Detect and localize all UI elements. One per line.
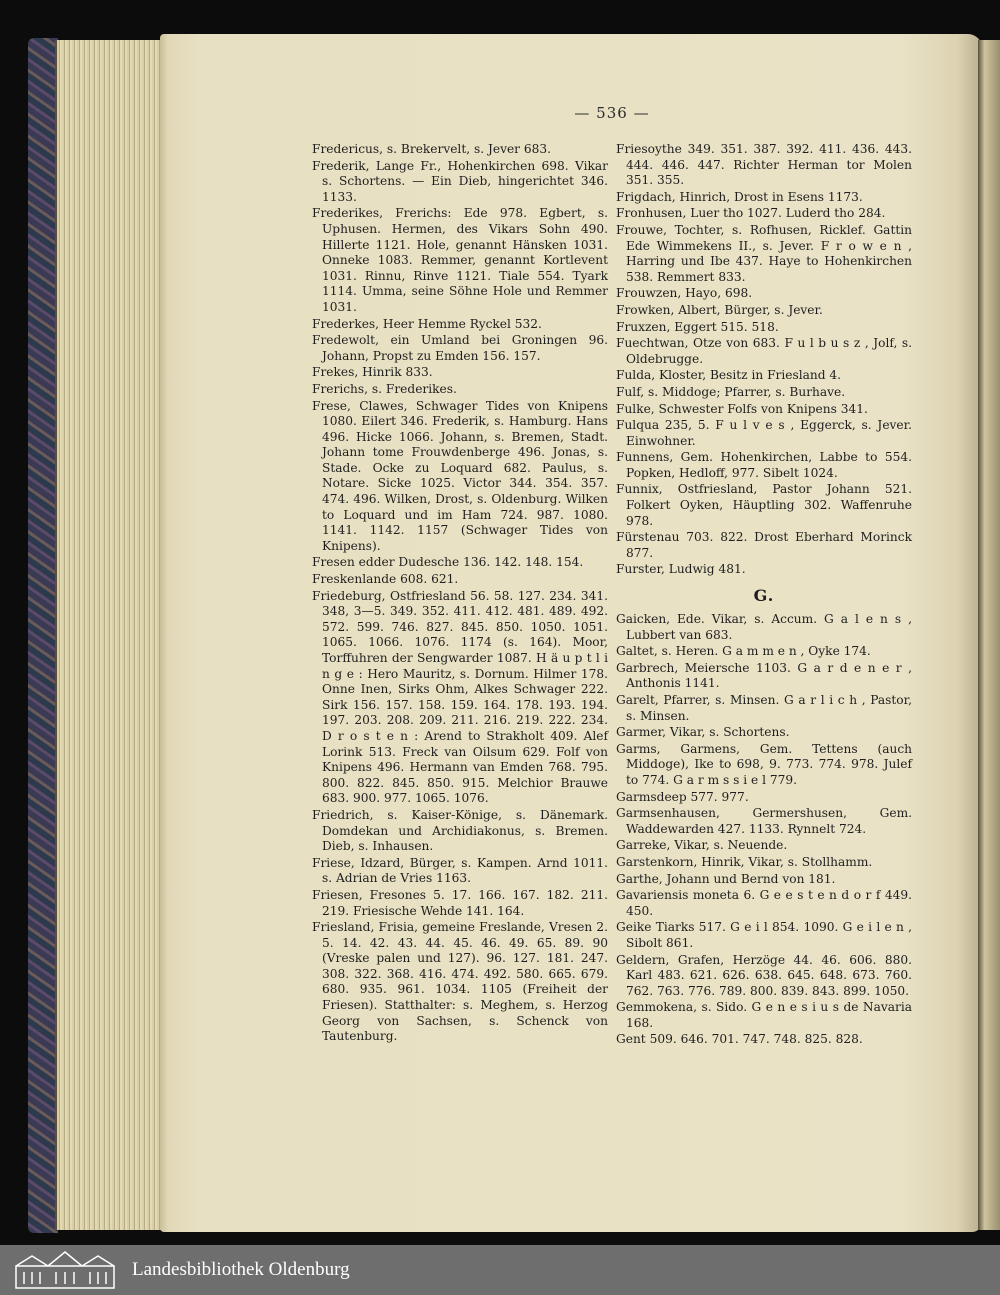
index-entry: Geldern, Grafen, Herzöge 44. 46. 606. 880. Karl 483. 621. 626. 638. 645. 648. 673. 760. 762. 763. 776. 789. 800. 839. 843. 899. 1050. xyxy=(616,952,912,998)
index-entry: Friesland, Frisia, gemeine Freslande, Vresen 2. 5. 14. 42. 43. 44. 45. 46. 49. 65. 89. 90 (Vreske palen und 127). 96. 127. 181. 247. 308. 322. 368. 416. 474. 492. 580. 665. 679. 680. 935. 961. 1034. 1105 (Freiheit der Friesen). Statthalter: s. Meghem, s. Herzog Georg von Sachsen, s. Schenck von Tautenburg. xyxy=(312,920,608,1044)
book-cover-edge xyxy=(28,38,58,1233)
index-entry: Funnix, Ostfriesland, Pastor Johann 521. Folkert Oyken, Häuptling 302. Waffenruhe 978. xyxy=(616,482,912,528)
index-entry: Fredewolt, ein Umland bei Groningen 96. Johann, Propst zu Emden 156. 157. xyxy=(312,333,608,363)
index-entry: Frouwzen, Hayo, 698. xyxy=(616,286,753,301)
index-entry: Fronhusen, Luer tho 1027. Luderd tho 284. xyxy=(616,206,886,221)
page-number: — 536 — xyxy=(574,104,650,122)
index-entry: Garreke, Vikar, s. Neuende. xyxy=(616,838,788,853)
index-entries-f xyxy=(616,142,912,578)
index-column-right xyxy=(616,142,912,1049)
index-entry: Frese, Clawes, Schwager Tides von Knipens 1080. Eilert 346. Frederik, s. Hamburg. Hans 496. Hicke 1066. Johann, s. Bremen, Stadt. Johann tome Frouwdenberge 496. Jonas, s. Stade. Ocke zu Loquard 682. Paulus, s. Notare. Sicke 1025. Victor 344. 354. 357. 474. 496. Wilken, Drost, s. Oldenburg. Wilken to Loquard und im Ham 724. 987. 1080. 1141. 1142. 1157 (Schwager Tides von Knipens). xyxy=(312,398,608,553)
index-entry: Garmsdeep 577. 977. xyxy=(616,789,749,804)
index-entry: Furster, Ludwig 481. xyxy=(616,562,746,577)
index-entry: Garbrech, Meiersche 1103. G a r d e n e r , Anthonis 1141. xyxy=(616,660,912,691)
index-entry: Frederkes, Heer Hemme Ryckel 532. xyxy=(312,316,542,331)
index-entry: Friese, Idzard, Bürger, s. Kampen. Arnd 1011. s. Adrian de Vries 1163. xyxy=(312,855,608,886)
index-entry: Garms, Garmens, Gem. Tettens (auch Middoge), Ike to 698, 9. 773. 774. 978. Julef to 774. G a r m s s i e l 779. xyxy=(616,741,912,787)
index-entry: Friesen, Fresones 5. 17. 166. 167. 182. 211. 219. Friesische Wehde 141. 164. xyxy=(312,887,608,918)
index-entry: Fulqua 235, 5. F u l v e s , Eggerck, s. Jever. Einwohner. xyxy=(616,418,912,448)
index-entries-g xyxy=(616,612,912,1048)
index-entry: Frederikes, Frerichs: Ede 978. Egbert, s. Uphusen. Hermen, des Vikars Sohn 490. Hillerte 1121. Hole, genannt Hänsken 1031. Onneke 1083. Remmer, genannt Kortlevent 1031. Rinnu, Rinve 1121. Tiale 554. Tyark 1114. Umma, seine Söhne Hole und Remmer 1031. xyxy=(312,206,608,314)
index-entry: Garthe, Johann und Bernd von 181. xyxy=(616,871,836,886)
index-entry: Frigdach, Hinrich, Drost in Esens 1173. xyxy=(616,189,863,204)
index-entry: Frowken, Albert, Bürger, s. Jever. xyxy=(616,302,823,317)
library-building-icon xyxy=(12,1250,118,1290)
index-entry: Frerichs, s. Frederikes. xyxy=(312,381,457,396)
index-entry: Gavariensis moneta 6. G e e s t e n d o r f 449. 450. xyxy=(616,888,912,918)
index-entry: Fuechtwan, Otze von 683. F u l b u s z , Jolf, s. Oldebrugge. xyxy=(616,336,912,366)
index-entry: Fruxzen, Eggert 515. 518. xyxy=(616,319,779,334)
section-letter-g: G. xyxy=(753,586,775,606)
index-entry: Fulda, Kloster, Besitz in Friesland 4. xyxy=(616,368,842,383)
index-entry: Galtet, s. Heren. G a m m e n , Oyke 174. xyxy=(616,644,871,659)
index-entry: Garmsenhausen, Germershusen, Gem. Waddewarden 427. 1133. Rynnelt 724. xyxy=(616,806,912,836)
index-entry: Garstenkorn, Hinrik, Vikar, s. Stollhamm. xyxy=(616,854,873,869)
index-entry: Friedrich, s. Kaiser-Könige, s. Dänemark. Domdekan und Archidiakonus, s. Bremen. Dieb, s. Inhausen. xyxy=(312,807,608,854)
index-entry: Frekes, Hinrik 833. xyxy=(312,365,433,380)
next-page-edge xyxy=(978,40,1000,1230)
index-entry: Fredericus, s. Brekervelt, s. Jever 683. xyxy=(312,142,552,156)
library-name[interactable]: Landesbibliothek Oldenburg xyxy=(132,1259,350,1280)
index-entry: Garmer, Vikar, s. Schortens. xyxy=(616,725,790,740)
index-entry: Gent 509. 646. 701. 747. 748. 825. 828. xyxy=(616,1032,863,1047)
index-entry: Frouwe, Tochter, s. Rofhusen, Ricklef. Gattin Ede Wimmekens II., s. Jever. F r o w e n , Harring und Ibe 437. Haye to Hohenkirchen 538. Remmert 833. xyxy=(616,222,912,284)
index-column-left xyxy=(312,142,608,1046)
page-stack-edges xyxy=(55,40,167,1230)
index-entry: Fresen edder Dudesche 136. 142. 148. 154. xyxy=(312,555,584,570)
index-entry: Gemmokena, s. Sido. G e n e s i u s de Navaria 168. xyxy=(616,1000,912,1030)
index-entry: Fulf, s. Middoge; Pfarrer, s. Burhave. xyxy=(616,384,846,399)
footer-bar xyxy=(0,1245,1000,1295)
index-entry: Frederik, Lange Fr., Hohenkirchen 698. Vikar s. Schortens. — Ein Dieb, hingerichtet 346. 1133. xyxy=(312,158,608,204)
index-entry: Fürstenau 703. 822. Drost Eberhard Morinck 877. xyxy=(616,530,912,560)
index-entry: Friesoythe 349. 351. 387. 392. 411. 436. 443. 444. 446. 447. Richter Herman tor Molen 351. 355. xyxy=(616,142,912,188)
index-entry: Geike Tiarks 517. G e i l 854. 1090. G e i l e n , Sibolt 861. xyxy=(616,920,912,950)
index-entry: Friedeburg, Ostfriesland 56. 58. 127. 234. 341. 348, 3—5. 349. 352. 411. 412. 481. 489. 492. 572. 599. 746. 827. 845. 850. 1050. 1051. 1065. 1066. 1076. 1174 (s. 164). Moor, Torffuhren der Sengwarder 1087. H ä u p t l i n g e : Hero Mauritz, s. Dornum. Hilmer 178. Onne Inen, Sirks Ohm, Alkes Schwager 222. Sirk 156. 157. 158. 159. 164. 178. 193. 194. 197. 203. 208. 209. 211. 216. 219. 222. 234. D r o s t e n : Arend to Strakholt 409. Alef Lorink 513. Freck van Oilsum 629. Folf von Knipens 496. Hermann van Emden 768. 795. 800. 822. 845. 850. 915. Melchior Brauwe 683. 900. 977. 1065. 1076. xyxy=(312,588,608,806)
index-entry: Freskenlande 608. 621. xyxy=(312,572,459,587)
index-entry: Gaicken, Ede. Vikar, s. Accum. G a l e n s , Lubbert van 683. xyxy=(616,612,912,642)
index-entry: Funnens, Gem. Hohenkirchen, Labbe to 554. Popken, Hedloff, 977. Sibelt 1024. xyxy=(616,450,912,480)
index-entry: Fulke, Schwester Folfs von Knipens 341. xyxy=(616,401,868,416)
index-entry: Garelt, Pfarrer, s. Minsen. G a r l i c h , Pastor, s. Minsen. xyxy=(616,693,912,723)
